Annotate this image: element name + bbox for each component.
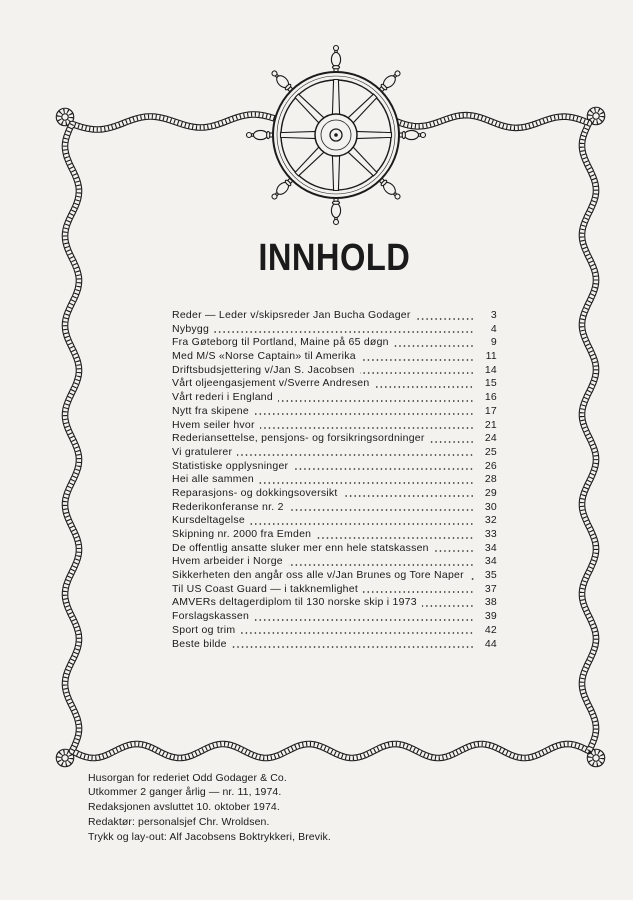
wheel-handle <box>331 46 340 74</box>
spoke-bar <box>281 131 317 138</box>
page-heading-text: INNHOLD <box>258 237 410 279</box>
handle-knob <box>334 46 339 51</box>
dot-leader <box>469 578 474 580</box>
toc-entry-page: 39 <box>484 610 497 623</box>
wheel-handle <box>398 130 426 139</box>
toc-entry-title: Reparasjons- og dokkingsoversikt <box>172 486 338 499</box>
toc-entry <box>172 596 497 610</box>
toc-entry-page: 3 <box>490 309 497 321</box>
toc-entry <box>172 432 497 446</box>
toc-entry-page: 21 <box>484 418 497 431</box>
wheel-handle <box>331 197 340 225</box>
toc-entry-title: Nybygg <box>172 322 210 335</box>
toc-entry-title: Hei alle sammen <box>172 473 254 486</box>
toc-entry <box>172 350 497 364</box>
toc-entry-page: 16 <box>484 391 497 404</box>
dot-leader <box>250 523 474 525</box>
toc-entry-page: 30 <box>484 500 497 513</box>
toc-entry-title: Fra Gøteborg til Portland, Maine på 65 døgn <box>172 336 389 349</box>
dot-leader <box>240 632 474 634</box>
dot-leader <box>422 605 474 607</box>
handle-collar <box>267 131 270 138</box>
toc-entry-title: Driftsbudsjettering v/Jan S. Jacobsen <box>172 363 355 376</box>
wheel-handle <box>247 130 275 139</box>
dot-leader <box>363 591 474 593</box>
toc-entry-page: 25 <box>484 445 497 458</box>
toc-entry <box>172 624 497 638</box>
toc-entry-title: Skipning nr. 2000 fra Emden <box>172 528 312 540</box>
toc-entry-title: Vårt rederi i England <box>172 391 273 404</box>
colophon-line: Husorgan for rederiet Odd Godager & Co. <box>88 771 287 784</box>
dot-leader <box>289 509 474 511</box>
toc-entry <box>172 405 497 419</box>
dot-leader <box>394 345 474 347</box>
toc-entry <box>172 364 497 378</box>
toc-entry-page: 35 <box>484 569 497 582</box>
toc-entry-title: Forslagskassen <box>172 610 250 623</box>
toc-entry <box>172 391 497 405</box>
toc-entry-page: 42 <box>484 623 497 636</box>
toc-entry <box>172 336 497 350</box>
dot-leader <box>343 495 474 497</box>
handle-collar <box>332 201 339 204</box>
handle-knob <box>247 133 252 138</box>
handle-collar <box>332 66 339 69</box>
toc-entry-page: 4 <box>490 322 497 335</box>
dot-leader <box>254 413 474 415</box>
toc-entry-page: 38 <box>484 596 497 609</box>
handle-collar <box>402 131 405 138</box>
toc-entry-title: Reder — Leder v/skipsreder Jan Bucha Godager <box>172 309 411 321</box>
handle-knob <box>334 220 339 225</box>
dot-leader <box>288 564 474 566</box>
colophon-line: Redaktør: personalsjef Chr. Wroldsen. <box>88 815 270 828</box>
colophon-line: Utkommer 2 ganger årlig — nr. 11, 1974. <box>88 786 282 799</box>
toc-entry <box>172 528 497 542</box>
toc-entry <box>172 419 497 433</box>
toc-entry-title: Vårt oljeengasjement v/Sverre Andresen <box>172 377 370 390</box>
toc-entry <box>172 542 497 556</box>
dot-leader <box>430 441 474 443</box>
toc-entry-title: Sikkerheten den angår oss alle v/Jan Brunes og Tore Naper <box>172 569 464 582</box>
dot-leader <box>214 331 474 333</box>
toc-entry-page: 34 <box>484 555 497 568</box>
toc-entry-page: 15 <box>484 377 497 390</box>
toc-entry-page: 29 <box>484 486 497 499</box>
spoke-bar <box>356 131 392 138</box>
toc-entry-page: 37 <box>484 582 497 595</box>
toc-entry-page: 11 <box>485 350 497 363</box>
dot-leader <box>416 318 474 320</box>
toc-entry-title: Sport og trim <box>172 623 236 636</box>
toc-entry <box>172 309 497 323</box>
toc-entry-title: Vi gratulerer <box>172 445 233 458</box>
toc-entry-title: Kursdeltagelse <box>172 514 245 527</box>
toc-entry-page: 28 <box>484 473 497 486</box>
spoke-bar <box>332 80 339 116</box>
toc-entry-page: 34 <box>484 541 497 554</box>
toc-entry-title: Med M/S «Norse Captain» til Amerika <box>172 350 356 363</box>
toc-entry-page: 44 <box>484 637 497 650</box>
handle-grip <box>331 204 340 218</box>
toc-entry-title: De offentlig ansatte sluker mer enn hele statskassen <box>172 541 429 554</box>
wheel-spoke <box>332 155 339 191</box>
toc-entry-title: Beste bilde <box>172 637 227 650</box>
toc-entry <box>172 446 497 460</box>
toc-entry <box>172 501 497 515</box>
dot-leader <box>232 646 474 648</box>
toc-entry-title: Rederikonferanse nr. 2 <box>172 500 284 513</box>
dot-leader <box>434 550 474 552</box>
toc-entry <box>172 323 497 337</box>
toc-entry-title: AMVERs deltagerdiplom til 130 norske skip i 1973 <box>172 596 417 609</box>
toc-entry-page: 26 <box>484 459 497 472</box>
toc-entry <box>172 638 497 652</box>
dot-leader <box>374 386 474 388</box>
toc-entry <box>172 555 497 569</box>
handle-grip <box>254 130 268 139</box>
toc-entry-title: Hvem seiler hvor <box>172 418 255 431</box>
toc-entry <box>172 487 497 501</box>
dot-leader <box>260 427 474 429</box>
dot-leader <box>278 400 474 402</box>
dot-leader <box>316 537 474 539</box>
dot-leader <box>293 468 474 470</box>
toc-entry <box>172 583 497 597</box>
page-heading <box>234 239 434 277</box>
handle-grip <box>405 130 419 139</box>
toc-entry-page: 9 <box>490 336 497 349</box>
dot-leader <box>361 359 474 361</box>
toc-entry-title: Rederiansettelse, pensjons- og forsikringsordninger <box>172 432 425 445</box>
dot-leader <box>360 372 474 374</box>
toc-entry-title: Til US Coast Guard — i takknemlighet <box>172 582 359 595</box>
toc-entry-page: 24 <box>484 432 497 445</box>
toc-entry-title: Nytt fra skipene <box>172 404 249 417</box>
toc-entry <box>172 610 497 624</box>
wheel-spoke <box>356 131 392 138</box>
colophon-line: Trykk og lay-out: Alf Jacobsens Boktrykkeri, Brevik. <box>88 830 331 843</box>
dot-leader <box>254 619 474 621</box>
toc-entry <box>172 569 497 583</box>
handle-grip <box>331 53 340 67</box>
ships-wheel-icon <box>247 46 426 225</box>
spoke-bar <box>332 155 339 191</box>
table-of-contents <box>172 309 497 651</box>
toc-entry-page: 14 <box>484 363 497 376</box>
toc-entry <box>172 514 497 528</box>
toc-entry-page: 32 <box>484 514 497 527</box>
wheel-spoke <box>281 131 317 138</box>
dot-leader <box>259 482 474 484</box>
toc-entry-title: Statistiske opplysninger <box>172 459 289 472</box>
colophon-line: Redaksjonen avsluttet 10. oktober 1974. <box>88 801 280 814</box>
toc-entry <box>172 460 497 474</box>
wheel-spoke <box>332 80 339 116</box>
toc-entry <box>172 377 497 391</box>
toc-entry <box>172 473 497 487</box>
toc-entry-page: 33 <box>484 528 497 540</box>
toc-entry-title: Hvem arbeider i Norge <box>172 555 283 568</box>
toc-entry-page: 17 <box>484 404 497 417</box>
wheel-hub-pin <box>334 133 338 137</box>
colophon <box>88 771 331 845</box>
dot-leader <box>237 454 474 456</box>
handle-knob <box>421 133 426 138</box>
